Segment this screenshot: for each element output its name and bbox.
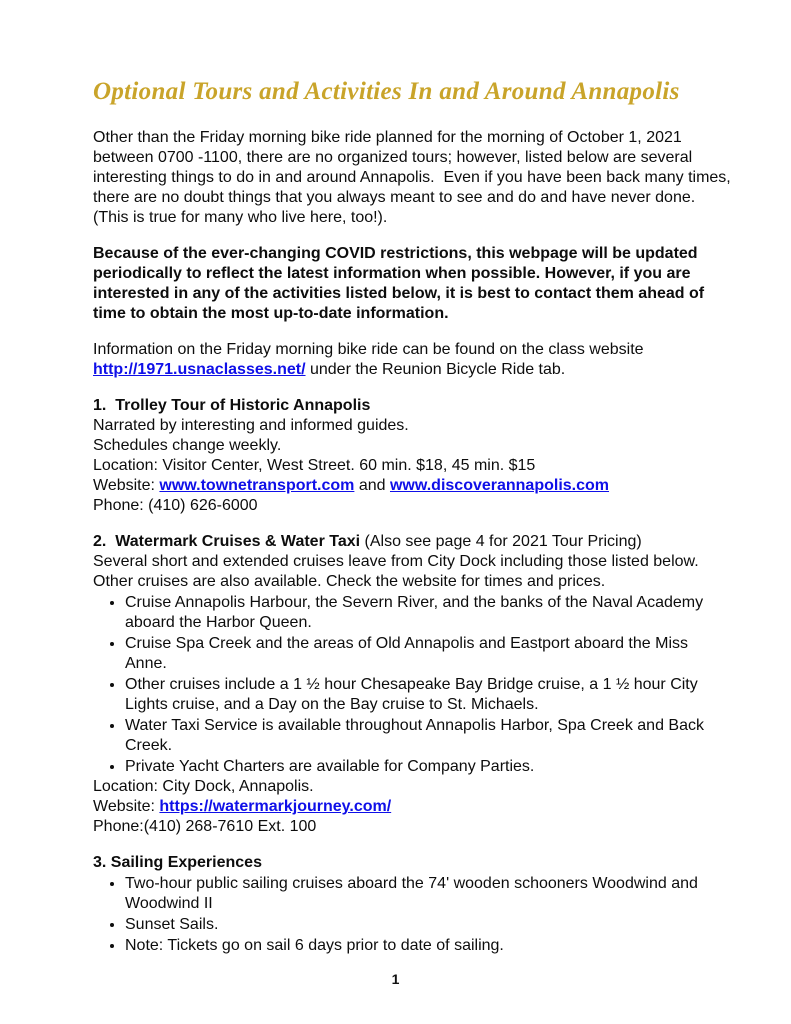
section-1-location: Location: Visitor Center, West Street. 60 min. $18, 45 min. $15 <box>93 457 536 474</box>
townetransport-link[interactable]: www.townetransport.com <box>159 477 355 494</box>
section-3-bullet-list <box>93 873 733 956</box>
bullet-item: • Other cruises include a 1 ½ hour Chesapeake Bay Bridge cruise, a 1 ½ hour City Lights cruise, and a Day on the Bay cruise to St. Michaels. <box>125 674 733 715</box>
section-1-website-line <box>93 476 733 496</box>
bike-ride-info-paragraph <box>93 340 733 380</box>
section-2-phone: Phone:(410) 268-7610 Ext. 100 <box>93 818 317 835</box>
bullet-item: • Private Yacht Charters are available for Company Parties. <box>125 756 733 777</box>
section-2-website-line <box>93 797 733 817</box>
watermarkjourney-link[interactable]: https://watermarkjourney.com/ <box>159 798 392 815</box>
section-1-heading: 1. Trolley Tour of Historic Annapolis <box>93 397 371 414</box>
class-website-link[interactable]: http://1971.usnaclasses.net/ <box>93 361 306 378</box>
section-1-description-line: Schedules change weekly. <box>93 437 282 454</box>
section-2-intro: Several short and extended cruises leave from City Dock including those listed below. Other cruises are also available. Check the website for times and prices. <box>93 553 699 590</box>
section-1-description-line: Narrated by interesting and informed guides. <box>93 417 409 434</box>
page-number: 1 <box>391 971 400 987</box>
section-2-location: Location: City Dock, Annapolis. <box>93 778 314 795</box>
discoverannapolis-link[interactable]: www.discoverannapolis.com <box>389 477 610 494</box>
section-2-bullet-list <box>93 592 733 777</box>
section-watermark-cruises <box>93 532 733 837</box>
section-sailing-experiences <box>93 853 733 956</box>
covid-notice-paragraph: Because of the ever-changing COVID restrictions, this webpage will be updated periodically to reflect the latest information when possible. However, if you are interested in any of the activities listed below, it is best to contact them ahead of time to obtain the most up-to-date information. <box>93 245 705 322</box>
section-trolley-tour <box>93 396 733 516</box>
bike-ride-info-suffix: under the Reunion Bicycle Ride tab. <box>305 361 566 378</box>
bullet-item: • Sunset Sails. <box>125 914 733 935</box>
section-2-heading-title: 2. Watermark Cruises & Water Taxi <box>93 533 361 550</box>
bullet-item: • Water Taxi Service is available throughout Annapolis Harbor, Spa Creek and Back Creek. <box>125 715 733 756</box>
section-2-heading <box>93 532 733 552</box>
bullet-item: • Two-hour public sailing cruises aboard the 74' wooden schooners Woodwind and Woodwind II <box>125 873 733 914</box>
website-label: Website: <box>93 798 160 815</box>
section-2-heading-note: (Also see page 4 for 2021 Tour Pricing) <box>360 533 642 550</box>
bullet-item: • Cruise Spa Creek and the areas of Old Annapolis and Eastport aboard the Miss Anne. <box>125 633 733 674</box>
section-1-phone: Phone: (410) 626-6000 <box>93 497 258 514</box>
document-content <box>93 78 733 956</box>
bullet-item: • Note: Tickets go on sail 6 days prior to date of sailing. <box>125 935 733 956</box>
bullet-item: • Cruise Annapolis Harbour, the Severn River, and the banks of the Naval Academy aboard the Harbor Queen. <box>125 592 733 633</box>
section-3-heading: 3. Sailing Experiences <box>93 854 262 871</box>
bike-ride-info-prefix: Information on the Friday morning bike ride can be found on the class website <box>93 341 644 358</box>
website-label: Website: <box>93 477 160 494</box>
website-separator: and <box>354 477 390 494</box>
intro-paragraph: Other than the Friday morning bike ride planned for the morning of October 1, 2021 between 0700 -1100, there are no organized tours; however, listed below are several interesting things to do in and around Annapolis. Even if you have been back many times, there are no doubt things that you always meant to see and do and have never done. (This is true for many who live here, too!). <box>93 129 731 226</box>
page-title: Optional Tours and Activities In and Around Annapolis <box>93 78 680 105</box>
